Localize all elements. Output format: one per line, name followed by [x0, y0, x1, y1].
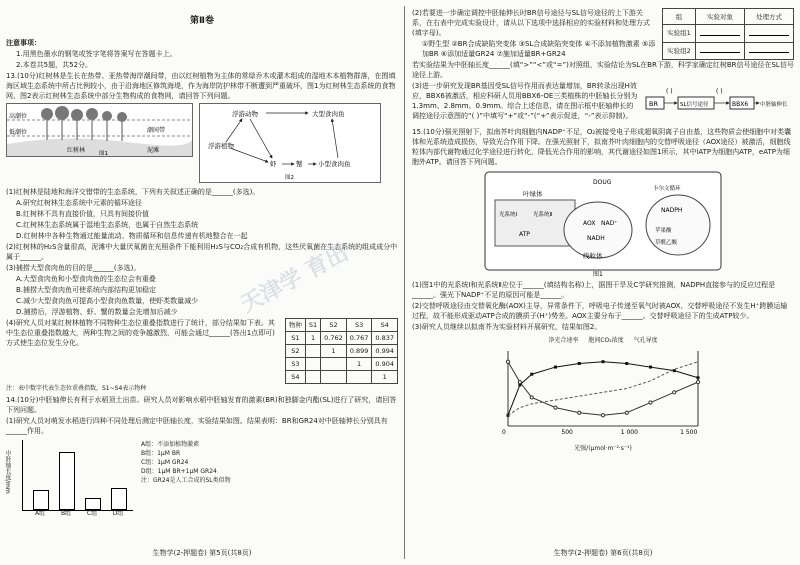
x-tick-label: 500: [561, 429, 573, 436]
cell-ps2: 光系统Ⅱ: [533, 212, 553, 218]
q14-part3-block: [412, 81, 794, 127]
pathway-br: BR: [649, 100, 658, 108]
bar-category-label: D组: [112, 510, 124, 517]
answer-cell[interactable]: [696, 42, 745, 59]
table-cell: [321, 371, 347, 384]
table-cell: 0.837: [372, 332, 398, 345]
x-tick-label: 1 500: [680, 429, 698, 436]
table-row: [663, 25, 794, 42]
table-header-row: [285, 319, 397, 332]
fw-node-small-fish: 小型食肉鱼: [318, 160, 351, 168]
legend-item: 净光合速率: [548, 337, 579, 344]
table-header-cell: S3: [346, 319, 372, 332]
legend-note: 注：GR24是人工合成的SL类似物: [141, 477, 231, 484]
pathway-blank[interactable]: ( ): [666, 88, 673, 95]
table-cell: 1: [321, 345, 347, 358]
table-cell: [346, 371, 372, 384]
table-cell: S4: [285, 371, 305, 384]
data-point: [518, 381, 521, 384]
table-cell: [305, 358, 320, 371]
cell-aox: AOX: [583, 220, 596, 227]
table-cell: [305, 345, 320, 358]
q13-fig1-mangrove: [6, 103, 193, 157]
q13-fig2-foodweb: [199, 103, 381, 183]
x-tick-label: 1 000: [620, 429, 638, 436]
fig1-label-mudflat: 泥滩: [147, 147, 160, 154]
bar-category-label: A组: [34, 510, 46, 517]
table-cell: 实验组2: [663, 42, 696, 59]
table-header-cell: S2: [321, 319, 347, 332]
q13-figures: [6, 103, 398, 183]
q15-part1: (1)图1中的光系统Ⅰ和光系统Ⅱ应位于______(填结构名称)上，据图干旱及C学研究推测，NADPH直接参与的反应过程是______。强光下NADP⁺不足的原因可能是______。: [412, 281, 776, 299]
bar-category-label: C组: [86, 510, 98, 517]
answer-cell[interactable]: [745, 25, 794, 42]
data-point: [697, 376, 700, 379]
legend-item: 胞间CO₂浓度: [588, 337, 624, 344]
q15-part3: (3)研究人员继续以拟南芥为实验材料开展研究，结果如图2。: [412, 323, 602, 331]
pathway-bbx6: BBX6: [732, 101, 749, 108]
fig1-caption: 图1: [99, 151, 108, 157]
q13-title: 13.(10分)红树林是生长在热带、亚热带海岸潮间带，由以红树植物为主体的常绿乔木或灌木组成的湿地木本植物群落，在围填海区域生态系统中所占比例较小，由于沿海地区修筑海堤，作为海岸防护林带不断遭到严重破坏，图1为红树林生态系统的食物网、图2表示红树林生态系统中部分生物构成的食物网，请回答下列问题。: [6, 72, 396, 100]
table-header-cell: S4: [372, 319, 398, 332]
q13-part3-c: C.减少大型食肉鱼可提高小型食肉鱼数量，使虾类数量减少: [16, 297, 199, 305]
cell-atp: ATP: [519, 231, 530, 238]
q14-title: 14.(10分)中胚轴伸长有利于水稻顶土出苗。研究人员对影响水稻中胚轴发育的激素(BR)和独脚金内酯(SL)进行了研究，请回答下列问题。: [6, 396, 397, 414]
fw-node-shrimp: 虾: [270, 160, 277, 168]
q15-title: 15.(10分)强光照射下，拟南芥叶肉细胞内NADP⁺不足，O₂被接受电子形成超氧阴离子自由基，这些物质会使细胞中对类囊体和光系统造成损伤，导致光合作用下降。在强光照射下，拟南芥叶肉细胞内的交替呼吸途径（AOX途径）被激活，细胞线粒体内部代谢物通过化学途径进行转化，降低光合作用的影响，其代谢途径如图1所示，其中iATP为细胞内ATP，eATP为细胞外ATP。请回答下列问题。: [412, 128, 792, 166]
bar-category-label: B组: [60, 510, 72, 517]
cell-ps1: 光系统Ⅰ: [499, 212, 518, 218]
cell-nadph: NADPH: [661, 207, 683, 214]
q13-part3-d: D.捕捞后，浮游植物、虾、蟹的数量会先增加后减少: [16, 308, 178, 316]
cell-doug: DOUG: [593, 179, 612, 186]
cell-caption: 图1: [593, 271, 603, 278]
q15-fig1-cell: [483, 170, 723, 278]
cell-mito: 线粒体: [583, 252, 603, 260]
q13-part4-block: [6, 318, 398, 384]
q14-part3: (3)进一步研究发现BR基因受SL信号作用而表达量增加，BR转录出现H效应，BBX6被激活，相应科研人员用BBX6-OE三类植株的中胚轴长分别为1.3mm、2.8mm、0.9mm。综合上述信息，请在图示框中胚轴伸长的调控途径示意图的“( )”中填写“+”或“-”(“+”表示促进，“-”表示抑制)。: [412, 82, 638, 120]
bbx6-pathway-diagram: [644, 81, 794, 127]
left-footer-wrap: [6, 548, 398, 558]
q13-part1-b: B.红树林不具有直接价值，只具有间接价值: [16, 210, 150, 218]
notice-1: 1.用黑色墨水的钢笔或签字笔将答案写在答题卡上。: [16, 50, 177, 58]
q14-part2: (2)若要进一步确定调控中胚轴伸长时BR信号途径与SL信号途径的上下游关系，在右表中完成实验设计，请从以下选项中选择相应的实验材料和处理方式(填字母)。: [412, 9, 650, 37]
bar-ylabel: 中胚轴长度/mm: [4, 450, 11, 494]
cell-oaa: 草酰乙酸: [655, 240, 678, 246]
fig1-label-high-tide: 高潮位: [9, 113, 28, 120]
cell-nadh: NADH: [587, 235, 605, 242]
table-header-row: [663, 9, 794, 25]
left-footer: 生物学(2-押题卷) 第5页(共8页): [152, 549, 252, 557]
q13-part2: (2)红树林的H₂S含量很高，泥滩中大量厌氧菌在光照条件下能利用H₂S与CO₂合成有机物，这些厌氧菌在生态系统的组成成分中属于______。: [6, 243, 398, 261]
q13-part3: (3)捕捞大型食肉鱼的目的是______(多选)。: [6, 264, 141, 272]
q14-part2-options: ①野生型 ②BR合成缺陷突变体 ③SL合成缺陷突变体 ④不添加植物激素 ⑤添加BR ⑥添加适量GR24 ⑦施加适量BR+GR24: [422, 40, 656, 58]
q15-part2: (2)交替呼吸途径由交替氧化酶(AOX)主导，异常条件下，呼吸电子传递至氧气时被AOX、交替呼吸途径不发生H⁺跨膜运输过程，故不能形成驱动ATP合成的膜质子(H⁺)势差。AOX主要分布于______。交替呼吸途径下的生成ATP较少。: [412, 302, 788, 320]
data-point: [506, 360, 509, 363]
legend-item: A组：不添加植物激素: [141, 441, 200, 448]
x-tick-label: 0: [502, 429, 506, 436]
data-point: [625, 411, 628, 414]
data-point: [649, 366, 652, 369]
table-cell: [305, 371, 320, 384]
watermark: 天津学 育出: [236, 240, 353, 318]
table-cell: S3: [285, 358, 305, 371]
fig2-caption: 图2: [285, 175, 294, 181]
bar: [111, 488, 127, 510]
right-page: [412, 8, 794, 456]
line-legend: [478, 336, 728, 346]
fig1-label-intertidal: 潮间带: [147, 127, 166, 134]
bar-legend: [141, 440, 231, 511]
experiment-table: [662, 8, 794, 60]
q13-part1-c: C.红树林生态系统属于湿地生态系统，也属于自然生态系统: [16, 221, 199, 229]
table-row: [285, 358, 397, 371]
similarity-table: [285, 318, 398, 384]
pathway-elongation: 中胚轴伸长: [760, 102, 788, 108]
q13-part4: (4)研究人员对某红树林植物不同物种生态位重叠指数进行了统计，部分结果如下表。其中生态位重叠指数越大，两种生物之间的竞争越激烈，可能会通过______(答出1点即可)方式使生态位发生分化。: [6, 319, 275, 347]
right-footer-wrap: [412, 548, 794, 558]
table-cell: 1: [346, 358, 372, 371]
cell-nad: NAD⁺: [601, 220, 618, 227]
data-point: [601, 414, 604, 417]
data-point: [649, 401, 652, 404]
q13-part3-b: B.捕捞大型食肉鱼可使系统内部结构更加稳定: [16, 286, 157, 294]
cell-calvin: 卡尔文循环: [653, 186, 681, 192]
data-point: [554, 406, 557, 409]
data-point: [602, 360, 605, 363]
fw-node-big-fish: 大型食肉鱼: [312, 110, 345, 118]
table-cell: 实验组1: [663, 25, 696, 42]
table-cell: 0.899: [346, 345, 372, 358]
answer-cell[interactable]: [696, 25, 745, 42]
table-header-cell: 组: [663, 9, 696, 25]
legend-item: D组：1μM BR+1μM GR24: [141, 468, 217, 475]
q14-part2b: 若实验结果为中胚轴长度______(填“>”“<”或“=”)对照组，实验结论为SL在BR下游，科学家确定红树BR信号途径在SL信号途径上游。: [412, 61, 794, 79]
q13-part1-a: A.研究红树林生态系统中元素的循环途径: [16, 199, 142, 207]
data-point: [530, 373, 533, 376]
table-cell: 0.762: [321, 332, 347, 345]
cell-malate: 苹果酸: [655, 228, 672, 234]
pathway-sl: SL信号途径: [680, 102, 709, 108]
data-point: [530, 396, 533, 399]
table-cell: 0.904: [372, 358, 398, 371]
table-row: [285, 332, 397, 345]
table-header-cell: S1: [305, 319, 320, 332]
table-header-cell: 处理方式: [745, 9, 794, 25]
data-point: [625, 362, 628, 365]
q14-bar-figure: [4, 440, 398, 517]
legend-item: B组：1μM BR: [141, 450, 181, 457]
right-footer: 生物学(2-押题卷) 第6页(共8页): [553, 549, 653, 557]
table-cell: S2: [285, 345, 305, 358]
line-chart: [478, 346, 728, 441]
notice-head: 注意事项：: [6, 39, 41, 47]
table-header-cell: 物种: [285, 319, 305, 332]
answer-cell[interactable]: [745, 42, 794, 59]
legend-item: 气孔导度: [633, 337, 658, 344]
line-xlabel: 光强/(μmol·m⁻²·s⁻¹): [574, 445, 632, 452]
bar: [33, 490, 49, 510]
bar-chart-wrap: [4, 440, 133, 517]
table-cell: 0.767: [346, 332, 372, 345]
table-cell: 0.994: [372, 345, 398, 358]
series-line: [508, 362, 698, 416]
notice-2: 2.本卷共5题，共52分。: [16, 61, 93, 69]
data-point: [673, 391, 676, 394]
table-row: [663, 42, 794, 59]
sim-note: 注：表中数字代表生态位重叠指数，S1~S4表示物种: [6, 385, 147, 392]
q14-part1: (1)研究人员对萌发水稻进行四种不同处理后测定中胚轴长度，实验结果如图。结果表明：BR和GR24对中胚轴伸长分别具有______作用。: [6, 417, 388, 435]
fw-node-phytoplankton: 浮游植物: [208, 142, 234, 150]
section-title: 第Ⅱ卷: [190, 16, 214, 26]
table-cell: 1: [372, 371, 398, 384]
q13-part1-d: D.红树林中各种生物通过能量流动、物质循环和信息传递有机地整合在一起: [16, 232, 248, 240]
fig1-label-low-tide: 低潮位: [9, 129, 28, 136]
fw-node-crab: 蟹: [296, 160, 303, 168]
table-row: [285, 345, 397, 358]
table-row: [285, 371, 397, 384]
table-cell: S1: [285, 332, 305, 345]
pathway-blank[interactable]: ( ): [716, 88, 723, 95]
line-chart-wrap: [478, 336, 728, 456]
data-point: [554, 366, 557, 369]
similarity-table-wrap: [285, 318, 398, 384]
bar: [59, 452, 75, 510]
page-divider: [404, 6, 405, 559]
bar-chart: [22, 440, 133, 517]
data-point: [673, 369, 676, 372]
legend-item: C组：1μM GR24: [141, 459, 189, 466]
data-point: [696, 381, 699, 384]
q13-part1: (1)红树林是陆地和海洋交错带的生态系统，下列有关叙述正确的是______(多选)。: [6, 188, 260, 196]
data-point: [578, 362, 581, 365]
q13-part3-a: A.大型食肉鱼和小型食肉鱼的生态位会有重叠: [16, 275, 156, 283]
data-point: [578, 411, 581, 414]
table-header-cell: 实验对象: [696, 9, 745, 25]
table-cell: [321, 358, 347, 371]
q14-part2-block: [412, 8, 794, 60]
table-cell: 1: [305, 332, 320, 345]
fw-node-zooplankton: 浮游动物: [232, 110, 258, 118]
cell-chloroplast: 叶绿体: [523, 190, 543, 198]
fig1-label-mangrove: 红树林: [67, 147, 86, 154]
